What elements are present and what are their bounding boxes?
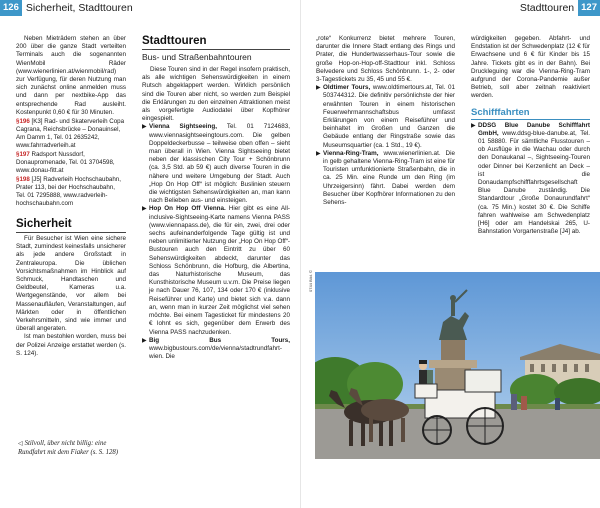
listing-text: Radsport Nussdorf, Donaupromenade, Tel. 01 3704598, www.donau-fitt.at	[16, 151, 115, 175]
subheading-bus-tram-tours: Bus- und Straßenbahntouren	[142, 52, 252, 62]
tours-intro-paragraph: Diese Touren sind in der Regel insofern praktisch, als alle wichtigen Sehenswürdigkeiten in einem Rutsch abgeklappert werden. Wirklich persönlich sind die Touren aber nicht, so werden zum Beispiel die Erklärungen zu den einzelnen Attraktionen meist als vorgefertigte Audiodatei über Kopfhörer eingespielt.	[142, 66, 290, 123]
red-tours-paragraph: „rote“ Konkurrenz bietet mehrere Touren, darunter die Innere Stadt entlang des Rings und Prater, die Hundertwasserhaus-Tour sowie die große Hop-on-Hop-off-Stadttour inkl. Schloss Belvedere und Schloss Schönbrunn. 1-, 2- oder 3-Tagestickets zu 35, 45 und 55 €.	[316, 35, 455, 84]
listing-text: [K3] Rad- und Skaterverleih Copa Cagrana, Reichsbrücke – Donauinsel, Am Damm 1, Tel. 01 2635242, www.fahrradverleih.at	[16, 118, 125, 150]
tour-listing	[316, 150, 455, 207]
page-gutter	[300, 0, 301, 508]
caption-arrow-icon: ◁	[18, 441, 23, 447]
tour-description: www.oldtimertours.at, Tel. 01 503744312. Die definitiv persönlichste der hier erwähnten Touren in einem historischen Feuerwehrmannschaftsbus umfasst Erklärungen von einem Reiseführer und beinhaltet im Großen und Ganzen die Gebäude entlang der Ringstraße sowie das Museumsquartier (ca. 1 Std., 19 €).	[323, 84, 455, 149]
listing-text: [J5] Radverleih Hochschaubahn, Prater 113, bei der Hochschaubahn, Tel. 01 7295888, www.radverleih-hochschaubahn.com	[16, 176, 121, 208]
tour-description: Hier gibt es eine All-inclusive-Sightseeing-Karte namens Vienna PASS (www.viennapass.de), die für ein, zwei, drei oder sechs aufeinanderfolgende Tage gültig ist und neben unlimitierter Nutzung der „Hop On Hop Off“-Bustouren auch den Eintritt zu über 60 Sehenswürdigkeiten abdeckt, darunter das Schloss Schönbrunn, die Hofburg, die Albertina, das Naturhistorische Museum, das Kunsthistorische Museum u.v.m. Die Preise liegen je nach Dauer 76, 107, 134 oder 170 € (inklusive Reiseführer und Karte) und bietet sich v.a. dann an, wenn man in kurzer Zeit möglichst viel sehen möchte. Bei einem Tagesticket für mindestens 20 € lohnt es sich, gegenüber dem Erwerb des Vienna PASS nachzudenken.	[149, 205, 291, 336]
tour-listing	[142, 205, 290, 336]
tour-description: www.bigbustours.com/de/vienna/stadtrundfahrt-wien. Die	[149, 344, 283, 361]
photo-credit: 0744 Bild. ©	[308, 270, 313, 292]
tour-name: Vienna Sightseeing,	[149, 123, 217, 131]
tour-description: www.ddsg-blue-danube.at, Tel. 01 58880. Für sämtliche Flusstouren – ob Ausflüge in die Wachau oder durch den Donaukanal –, Sightseeing-Touren oder Dinner bei Kerzenlicht an Deck – ist die Donaudampfschifffahrtsgesellschaft Blue Danube zuständig. Die Standardtour „Große Donaurundfahrt“ (ca. 75 Min.) kostet 30 €. Die Schiffe fahren wahlweise am Schwedenplatz [H6] oder am Handelskai 265, U-Bahnstation Vorgartenstraße [J4] ab.	[478, 129, 591, 236]
fiaker-illustration	[315, 272, 600, 459]
theft-paragraph: Ist man bestohlen worden, muss bei der Polizei Anzeige erstattet werden (s. S. 124).	[16, 333, 126, 357]
column-4	[471, 35, 590, 236]
column-2	[142, 35, 290, 361]
bullet-triangle-icon: ▶	[471, 122, 476, 129]
caption-text: Stilvoll, über nicht billig: eine Rundfahrt mit dem Fiaker (s. S. 128)	[18, 440, 119, 456]
section-heading-sicherheit: Sicherheit	[16, 218, 126, 233]
listing-entry	[16, 176, 126, 208]
tour-name: Hop On Hop Off Vienna.	[149, 205, 226, 213]
tour-listing	[142, 123, 290, 205]
listing-entry	[16, 151, 126, 175]
left-running-title: Sicherheit, Stadttouren	[25, 2, 133, 14]
tour-description: Tel. 01 7124683, www.viennasightseeingtours.com. Die gelben Doppeldeckerbusse – teilweise oben offen – sieht man überall in Wien. Vienna Sightseeing bietet neben der klassischen City Tour + Schönbrunn (ca. 3,5 Std. ab 59 €) auch diverse Touren in die nähere und weitere Umgebung der Stadt. Auch „Hop On Hop Off“ ist möglich: Buslinien steuern die wichtigsten Sehenswürdigkeiten an, man kann nach Belieben aus- und einsteigen.	[149, 123, 290, 205]
fiaker-photo	[315, 272, 600, 459]
right-page-header	[516, 0, 600, 16]
tour-name: Big Bus Tours,	[149, 336, 290, 344]
tour-listing	[316, 84, 455, 150]
safety-paragraph: Für Besucher ist Wien eine sichere Stadt, zumindest keinesfalls unsicherer als jede andere Großstadt in Zentraleuropa. Die üblichen Vorsichtsmaßnahmen im Hinblick auf Schmuck, Handtaschen und Geldbeutel, Kameras u.a. Wertgegenstände, vor allem bei Massenaufläufen, Veranstaltungen, auf Märkten oder in öffentlichen Verkehrsmitteln, sind wie immer und überall angeraten.	[16, 235, 126, 333]
photo-caption	[18, 440, 128, 457]
listing-entry	[16, 118, 126, 150]
tour-name: DDSG Blue Danube Schifffahrt GmbH,	[478, 121, 590, 137]
column-3	[316, 35, 455, 207]
right-page-number: 127	[578, 0, 600, 16]
bullet-triangle-icon: ▶	[316, 85, 321, 92]
tour-listing	[142, 337, 290, 362]
listing-marker: §197	[16, 151, 30, 159]
subheading-schifffahrten: Schifffahrten	[471, 107, 590, 120]
listing-marker: §196	[16, 118, 30, 126]
bullet-triangle-icon: ▶	[316, 150, 321, 157]
ring-tram-continued-paragraph: würdigkeiten gegeben. Abfahrt- und Endstation ist der Schwedenplatz (12 € für Erwachsene und 6 € für Kinder bis 15 Jahre. Tickets gibt es in der Bahn). Bei Druckleguing war die Vienna-Ring-Tram aufgrund der Corona-Pandemie außer Betrieb, soll aber zeitnah reaktiviert werden.	[471, 35, 590, 100]
boat-tour-listing	[471, 122, 590, 237]
bullet-triangle-icon: ▶	[142, 206, 147, 213]
left-page-header	[0, 0, 137, 16]
listing-marker: §198	[16, 176, 30, 184]
left-page-number: 126	[0, 0, 22, 16]
section-heading-stadttouren: Stadttouren	[142, 35, 290, 50]
bullet-triangle-icon: ▶	[142, 124, 147, 131]
bike-rental-paragraph: Neben Mieträdern stehen an über 200 über die ganze Stadt verteilten Terminals auch die sogenannten WienMobil Räder (www.wienerlinien.at/wienmobil/rad) zur Verfügung, für deren Nutzung man sich zunächst online anmelden muss und dann per nextbike-App das entsprechende Rad ausleiht. Kostenpunkt 0,60 € für 30 Minuten.	[16, 35, 126, 116]
bullet-triangle-icon: ▶	[142, 337, 147, 344]
column-1	[16, 35, 126, 358]
tour-name: Oldtimer Tours,	[323, 84, 371, 92]
tour-name: Vienna-Ring-Tram,	[323, 149, 379, 157]
tour-description: www.wienerlinien.at. Die in gelb gehaltene Vienna-Ring-Tram ist eine für Touristen umfunktionierte Straßenbahn, die in ca. 25 Min. eine Runde um den Ring (im Uhrzeigersinn) fährt. Dabei werden dem Besucher über Kopfhörer Informationen zu den Sehens-	[323, 149, 455, 207]
right-running-title: Stadttouren	[519, 2, 575, 14]
